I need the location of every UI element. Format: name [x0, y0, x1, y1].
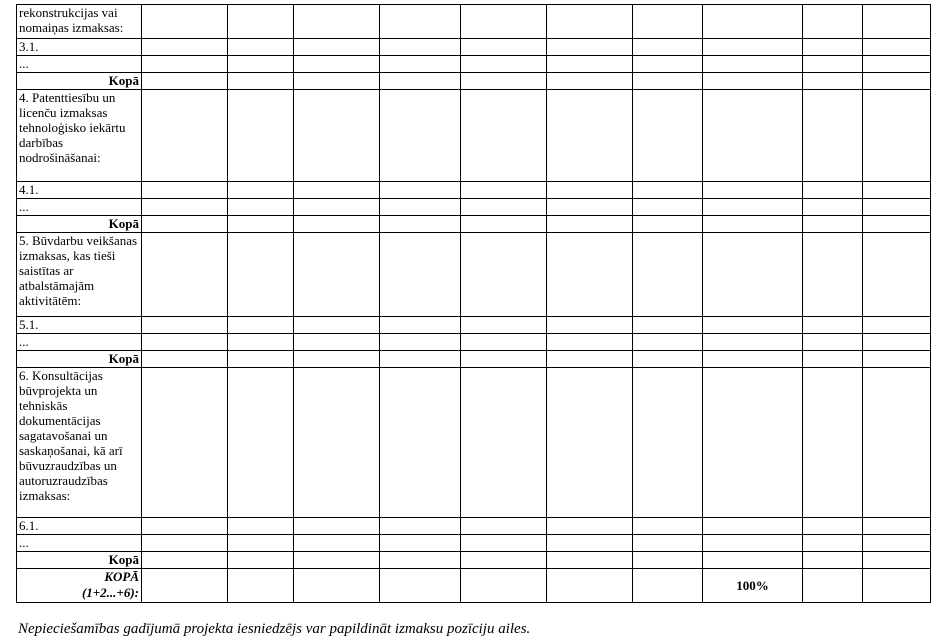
- empty-cell: [228, 317, 294, 334]
- table-row: [17, 317, 931, 334]
- empty-cell: [547, 569, 633, 603]
- empty-cell: [633, 182, 703, 199]
- empty-cell: [142, 351, 228, 368]
- empty-cell: [863, 317, 931, 334]
- row-label-cell: ...: [17, 56, 142, 73]
- empty-cell: [633, 518, 703, 535]
- row-label-cell: ...: [17, 199, 142, 216]
- subtotal-row: [17, 216, 931, 233]
- empty-cell: [228, 5, 294, 39]
- empty-cell: [803, 199, 863, 216]
- empty-cell: [863, 368, 931, 518]
- empty-cell: [228, 182, 294, 199]
- empty-cell: [142, 569, 228, 603]
- empty-cell: [633, 535, 703, 552]
- empty-cell: [803, 351, 863, 368]
- empty-cell: [863, 5, 931, 39]
- empty-cell: [547, 90, 633, 182]
- cost-table: [16, 4, 931, 603]
- table-row: [17, 535, 931, 552]
- empty-cell: [228, 368, 294, 518]
- empty-cell: [461, 199, 547, 216]
- empty-cell: [142, 56, 228, 73]
- empty-cell: [142, 216, 228, 233]
- empty-cell: [294, 535, 380, 552]
- empty-cell: [228, 535, 294, 552]
- empty-cell: [228, 569, 294, 603]
- empty-cell: [228, 351, 294, 368]
- empty-cell: [703, 552, 803, 569]
- empty-cell: [380, 56, 461, 73]
- empty-cell: [803, 368, 863, 518]
- empty-cell: [461, 535, 547, 552]
- empty-cell: [633, 569, 703, 603]
- subtotal-row: [17, 351, 931, 368]
- empty-cell: [863, 73, 931, 90]
- empty-cell: [863, 552, 931, 569]
- table-row: [17, 518, 931, 535]
- empty-cell: [142, 552, 228, 569]
- empty-cell: [294, 56, 380, 73]
- grand-total-formula: (1+2...+6):: [81, 585, 139, 600]
- empty-cell: [380, 216, 461, 233]
- empty-cell: [461, 73, 547, 90]
- empty-cell: [547, 56, 633, 73]
- empty-cell: [633, 5, 703, 39]
- empty-cell: [703, 334, 803, 351]
- empty-cell: [803, 535, 863, 552]
- empty-cell: [142, 199, 228, 216]
- empty-cell: [803, 233, 863, 317]
- empty-cell: [461, 569, 547, 603]
- empty-cell: [142, 317, 228, 334]
- percent-cell: 100%: [703, 569, 803, 603]
- empty-cell: [294, 5, 380, 39]
- empty-cell: [547, 317, 633, 334]
- empty-cell: [803, 5, 863, 39]
- empty-cell: [803, 317, 863, 334]
- empty-cell: [380, 368, 461, 518]
- empty-cell: [461, 368, 547, 518]
- empty-cell: [703, 90, 803, 182]
- footnote: Nepieciešamības gadījumā projekta iesniedzējs var papildināt izmaksu pozīciju ailes.: [18, 621, 531, 637]
- empty-cell: [294, 199, 380, 216]
- empty-cell: [294, 233, 380, 317]
- empty-cell: [803, 182, 863, 199]
- empty-cell: [547, 368, 633, 518]
- empty-cell: [803, 334, 863, 351]
- empty-cell: [461, 39, 547, 56]
- empty-cell: [142, 334, 228, 351]
- empty-cell: [803, 216, 863, 233]
- empty-cell: [228, 90, 294, 182]
- empty-cell: [142, 233, 228, 317]
- empty-cell: [863, 182, 931, 199]
- empty-cell: [863, 535, 931, 552]
- empty-cell: [547, 351, 633, 368]
- empty-cell: [863, 351, 931, 368]
- empty-cell: [380, 5, 461, 39]
- grand-total-row: [17, 569, 931, 603]
- empty-cell: [461, 5, 547, 39]
- section-row: [17, 233, 931, 317]
- table-row: [17, 334, 931, 351]
- empty-cell: [142, 90, 228, 182]
- empty-cell: [294, 334, 380, 351]
- empty-cell: [547, 182, 633, 199]
- empty-cell: [294, 317, 380, 334]
- table-row: [17, 199, 931, 216]
- row-label-cell: rekonstrukcijas vai nomaiņas izmaksas:: [17, 5, 142, 39]
- empty-cell: [633, 39, 703, 56]
- row-label-cell: 5. Būvdarbu veikšanas izmaksas, kas tieši saistītas ar atbalstāmajām aktivitātēm:: [17, 233, 142, 317]
- empty-cell: [863, 233, 931, 317]
- empty-cell: [380, 351, 461, 368]
- empty-cell: [863, 56, 931, 73]
- cost-table-body: [17, 5, 931, 603]
- empty-cell: [803, 552, 863, 569]
- empty-cell: [461, 233, 547, 317]
- empty-cell: [633, 351, 703, 368]
- section-row: [17, 368, 931, 518]
- empty-cell: [228, 552, 294, 569]
- empty-cell: [228, 39, 294, 56]
- empty-cell: [703, 233, 803, 317]
- empty-cell: [228, 73, 294, 90]
- empty-cell: [703, 73, 803, 90]
- empty-cell: [228, 518, 294, 535]
- empty-cell: [633, 56, 703, 73]
- empty-cell: [461, 334, 547, 351]
- empty-cell: [461, 56, 547, 73]
- empty-cell: [863, 90, 931, 182]
- empty-cell: [142, 5, 228, 39]
- row-label-cell: 6. Konsultācijas būvprojekta un tehniskās dokumentācijas sagatavošanai un saskaņošanai, kā arī būvuzraudzības un autoruzraudzības izmaksas:: [17, 368, 142, 518]
- empty-cell: [633, 552, 703, 569]
- empty-cell: [294, 73, 380, 90]
- empty-cell: [633, 90, 703, 182]
- row-label-cell: Kopā: [17, 216, 142, 233]
- empty-cell: [380, 39, 461, 56]
- row-label-cell: 5.1.: [17, 317, 142, 334]
- empty-cell: [703, 39, 803, 56]
- empty-cell: [294, 182, 380, 199]
- empty-cell: [703, 5, 803, 39]
- empty-cell: [863, 39, 931, 56]
- empty-cell: [703, 199, 803, 216]
- row-label-cell: Kopā: [17, 73, 142, 90]
- empty-cell: [547, 334, 633, 351]
- empty-cell: [380, 317, 461, 334]
- empty-cell: [633, 317, 703, 334]
- empty-cell: [863, 569, 931, 603]
- empty-cell: [803, 56, 863, 73]
- empty-cell: [294, 90, 380, 182]
- subtotal-row: [17, 73, 931, 90]
- empty-cell: [228, 216, 294, 233]
- empty-cell: [803, 39, 863, 56]
- empty-cell: [142, 518, 228, 535]
- row-label-cell: 3.1.: [17, 39, 142, 56]
- empty-cell: [461, 90, 547, 182]
- section-row: [17, 5, 931, 39]
- empty-cell: [547, 535, 633, 552]
- empty-cell: [380, 199, 461, 216]
- row-label-cell: ...: [17, 334, 142, 351]
- empty-cell: [294, 368, 380, 518]
- empty-cell: [228, 56, 294, 73]
- empty-cell: [547, 216, 633, 233]
- row-label-cell: ...: [17, 535, 142, 552]
- empty-cell: [228, 233, 294, 317]
- row-label-cell: [17, 569, 142, 603]
- empty-cell: [703, 351, 803, 368]
- empty-cell: [380, 535, 461, 552]
- empty-cell: [633, 73, 703, 90]
- empty-cell: [228, 334, 294, 351]
- empty-cell: [380, 334, 461, 351]
- empty-cell: [703, 535, 803, 552]
- empty-cell: [863, 334, 931, 351]
- empty-cell: [703, 56, 803, 73]
- row-label-cell: 4. Patenttiesību un licenču izmaksas tehnoloģisko iekārtu darbības nodrošināšanai:: [17, 90, 142, 182]
- empty-cell: [547, 518, 633, 535]
- empty-cell: [461, 182, 547, 199]
- empty-cell: [703, 518, 803, 535]
- empty-cell: [633, 216, 703, 233]
- subtotal-row: [17, 552, 931, 569]
- row-label-cell: Kopā: [17, 552, 142, 569]
- empty-cell: [380, 73, 461, 90]
- row-label-cell: Kopā: [17, 351, 142, 368]
- empty-cell: [380, 233, 461, 317]
- empty-cell: [294, 518, 380, 535]
- empty-cell: [461, 216, 547, 233]
- empty-cell: [547, 39, 633, 56]
- empty-cell: [703, 368, 803, 518]
- empty-cell: [142, 368, 228, 518]
- empty-cell: [142, 73, 228, 90]
- empty-cell: [633, 334, 703, 351]
- grand-total-label: KOPĀ: [104, 569, 139, 584]
- empty-cell: [461, 317, 547, 334]
- empty-cell: [294, 216, 380, 233]
- empty-cell: [461, 518, 547, 535]
- row-label-cell: 6.1.: [17, 518, 142, 535]
- empty-cell: [380, 90, 461, 182]
- empty-cell: [547, 73, 633, 90]
- empty-cell: [703, 216, 803, 233]
- empty-cell: [547, 552, 633, 569]
- empty-cell: [863, 216, 931, 233]
- empty-cell: [803, 90, 863, 182]
- empty-cell: [633, 199, 703, 216]
- empty-cell: [294, 552, 380, 569]
- empty-cell: [380, 182, 461, 199]
- empty-cell: [228, 199, 294, 216]
- empty-cell: [633, 233, 703, 317]
- section-row: [17, 90, 931, 182]
- empty-cell: [633, 368, 703, 518]
- empty-cell: [863, 199, 931, 216]
- empty-cell: [294, 569, 380, 603]
- empty-cell: [547, 233, 633, 317]
- empty-cell: [380, 518, 461, 535]
- table-row: [17, 39, 931, 56]
- empty-cell: [863, 518, 931, 535]
- table-row: [17, 56, 931, 73]
- empty-cell: [380, 569, 461, 603]
- empty-cell: [142, 39, 228, 56]
- empty-cell: [142, 535, 228, 552]
- table-row: [17, 182, 931, 199]
- empty-cell: [380, 552, 461, 569]
- empty-cell: [294, 39, 380, 56]
- empty-cell: [803, 569, 863, 603]
- empty-cell: [803, 518, 863, 535]
- empty-cell: [294, 351, 380, 368]
- row-label-cell: 4.1.: [17, 182, 142, 199]
- empty-cell: [142, 182, 228, 199]
- empty-cell: [703, 182, 803, 199]
- empty-cell: [547, 199, 633, 216]
- empty-cell: [461, 552, 547, 569]
- empty-cell: [703, 317, 803, 334]
- empty-cell: [803, 73, 863, 90]
- empty-cell: [461, 351, 547, 368]
- empty-cell: [547, 5, 633, 39]
